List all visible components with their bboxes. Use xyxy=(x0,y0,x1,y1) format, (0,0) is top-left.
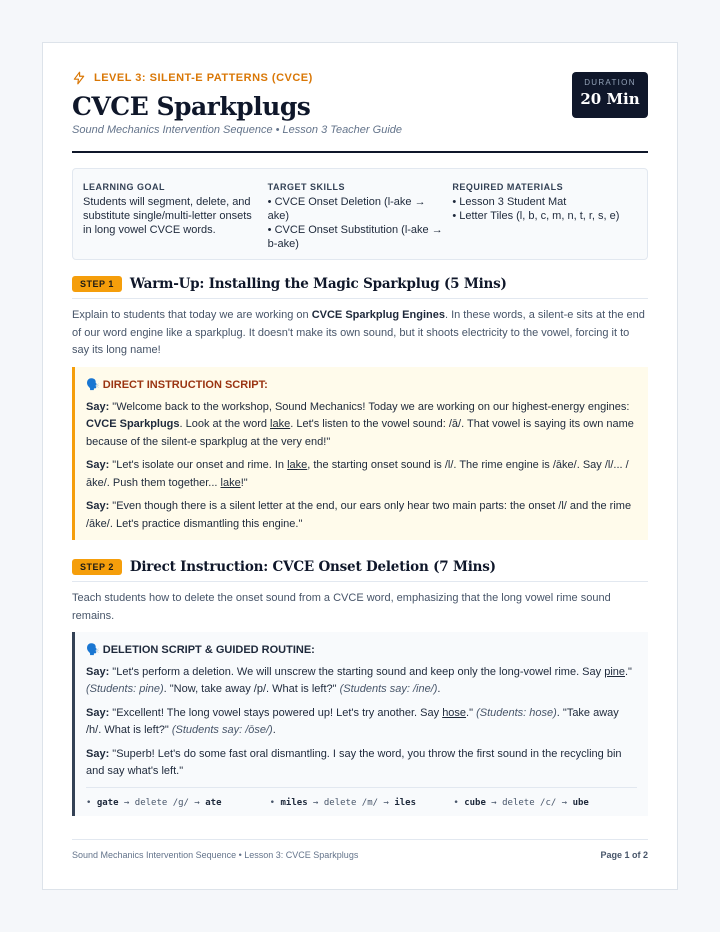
say-label: Say: xyxy=(86,459,110,471)
script-heading: 🗣️ DIRECT INSTRUCTION SCRIPT: xyxy=(86,379,268,391)
script-text: . "Take away /h/. What is left?" xyxy=(86,706,619,736)
example-operation: → delete /m/ → xyxy=(307,797,395,808)
script-text: !" xyxy=(240,476,248,489)
script-text: ." xyxy=(625,665,632,678)
student-response: (Students say: /ōse/) xyxy=(171,724,273,736)
script-text: . xyxy=(437,683,441,695)
duration-badge xyxy=(572,72,648,118)
level-label xyxy=(72,71,648,85)
example-result: ate xyxy=(205,797,222,808)
deletion-script xyxy=(72,632,648,816)
script-text: "Let's perform a deletion. We will unscrew the starting sound and keep only the long-vowel rime. Say xyxy=(109,665,605,678)
script-line xyxy=(86,399,637,452)
deletion-word-list xyxy=(86,787,637,813)
script-line xyxy=(86,664,637,699)
script-text: "Superb! Let's do some fast oral dismantling. I say the word, you throw the first sound in the recycling bin and say what's left." xyxy=(86,747,622,777)
step-2-badge: STEP 2 xyxy=(72,559,122,575)
lightning-icon xyxy=(72,71,86,85)
script-text: ." xyxy=(466,706,477,719)
duration-label: DURATION xyxy=(584,78,636,87)
step-2-title: Direct Instruction: CVCE Onset Deletion (7 Mins) xyxy=(129,559,496,575)
script-word: hose xyxy=(442,706,467,719)
script-text: "Even though there is a silent letter at the end, our ears only hear two main parts: the onset /l/ and the rime /āke/. Let's practice dismantling this engine." xyxy=(86,500,632,530)
intro-text: . In these words, a silent-e sits at the end of our word engine like a sparkplug. It doesn't make its own sound, but it shoots electricity to the vowel, forcing it to say its long name! xyxy=(72,309,645,356)
page-subtitle: Sound Mechanics Intervention Sequence • Lesson 3 Teacher Guide xyxy=(72,124,402,136)
example-result: iles xyxy=(394,797,416,808)
step-1-badge: STEP 1 xyxy=(72,276,122,292)
script-line xyxy=(86,498,637,533)
page-number: Page 1 of 2 xyxy=(600,850,648,860)
duration-value: 20 Min xyxy=(580,90,640,108)
footer-title: Sound Mechanics Intervention Sequence • Lesson 3: CVCE Sparkplugs xyxy=(72,850,359,860)
script-word: lake xyxy=(287,459,308,471)
step-2-heading xyxy=(72,559,648,582)
page-footer xyxy=(72,839,648,860)
step-1-intro xyxy=(72,307,648,360)
student-response: (Students: pine) xyxy=(86,683,164,695)
script-word: lake xyxy=(270,418,291,430)
example-word: cube xyxy=(464,797,486,808)
page-title: CVCE Sparkplugs xyxy=(72,92,311,121)
script-text: "Excellent! The long vowel stays powered up! Let's try another. Say xyxy=(109,706,443,719)
intro-emphasis: CVCE Sparkplug Engines xyxy=(311,309,445,321)
say-label: Say: xyxy=(86,747,110,760)
example-result: ube xyxy=(572,797,589,808)
script-heading: 🗣️ DELETION SCRIPT & GUIDED ROUTINE: xyxy=(86,644,315,656)
level-text: LEVEL 3: SILENT-E PATTERNS (CVCE) xyxy=(94,72,313,84)
example-operation: → delete /g/ → xyxy=(118,797,206,808)
example-operation: → delete /c/ → xyxy=(485,797,573,808)
script-word: pine xyxy=(604,665,625,678)
target-skills xyxy=(268,180,453,259)
script-emphasis: CVCE Sparkplugs xyxy=(86,418,180,430)
say-label: Say: xyxy=(86,665,110,678)
say-label: Say: xyxy=(86,400,110,413)
deletion-example: • miles → delete /m/ → iles xyxy=(269,797,416,808)
deletion-example: • cube → delete /c/ → ube xyxy=(453,797,589,808)
intro-text: Explain to students that today we are working on xyxy=(72,309,312,321)
materials-label: REQUIRED MATERIALS xyxy=(452,182,564,192)
script-line xyxy=(86,457,637,492)
skill-item: • CVCE Onset Substitution (l-ake → b-ake) xyxy=(268,223,445,251)
material-item: • Letter Tiles (l, b, c, m, n, t, r, s, e) xyxy=(452,209,629,223)
example-word: miles xyxy=(280,797,308,808)
script-text: . Look at the word xyxy=(179,418,271,430)
say-label: Say: xyxy=(86,500,110,512)
required-materials xyxy=(452,180,637,259)
script-text: "Welcome back to the workshop, Sound Mechanics! Today we are working on our highest-energy engines: xyxy=(109,400,630,413)
script-text: . xyxy=(272,724,276,736)
goal-text: Students will segment, delete, and substitute single/multi-letter onsets in long vowel CVCE words. xyxy=(83,196,252,236)
lesson-overview xyxy=(72,168,648,260)
step-1-heading xyxy=(72,276,648,299)
script-line xyxy=(86,746,637,781)
script-text: "Let's isolate our onset and rime. In xyxy=(109,459,288,471)
deletion-example: • gate → delete /g/ → ate xyxy=(86,797,222,808)
say-label: Say: xyxy=(86,706,110,719)
script-word: lake xyxy=(220,476,241,489)
document-page xyxy=(42,42,678,890)
script-text: , the starting onset sound is /l/. The rime engine is /āke/. Say /l/... /āke/. Push them together... xyxy=(86,459,629,489)
example-word: gate xyxy=(96,797,119,808)
script-text: . "Now, take away /p/. What is left?" xyxy=(163,683,340,695)
step-2-intro: Teach students how to delete the onset sound from a CVCE word, emphasizing that the long vowel rime sound remains. xyxy=(72,592,611,622)
material-item: • Lesson 3 Student Mat xyxy=(452,195,629,209)
header-divider xyxy=(72,151,648,153)
direct-instruction-script xyxy=(72,367,648,540)
student-response: (Students say: /ine/) xyxy=(339,683,438,695)
skills-label: TARGET SKILLS xyxy=(267,182,346,192)
student-response: (Students: hose) xyxy=(476,706,557,719)
step-1-title: Warm-Up: Installing the Magic Sparkplug (5 Mins) xyxy=(129,276,507,292)
skill-item: • CVCE Onset Deletion (l-ake → ake) xyxy=(268,195,445,223)
script-text: . Let's listen to the vowel sound: /ā/. That vowel is saying its own name because of the silent-e sparkplug at the very end!" xyxy=(86,418,634,448)
learning-goal xyxy=(83,180,268,259)
lesson-header xyxy=(72,71,648,153)
goal-label: LEARNING GOAL xyxy=(83,182,165,192)
script-line xyxy=(86,705,637,740)
